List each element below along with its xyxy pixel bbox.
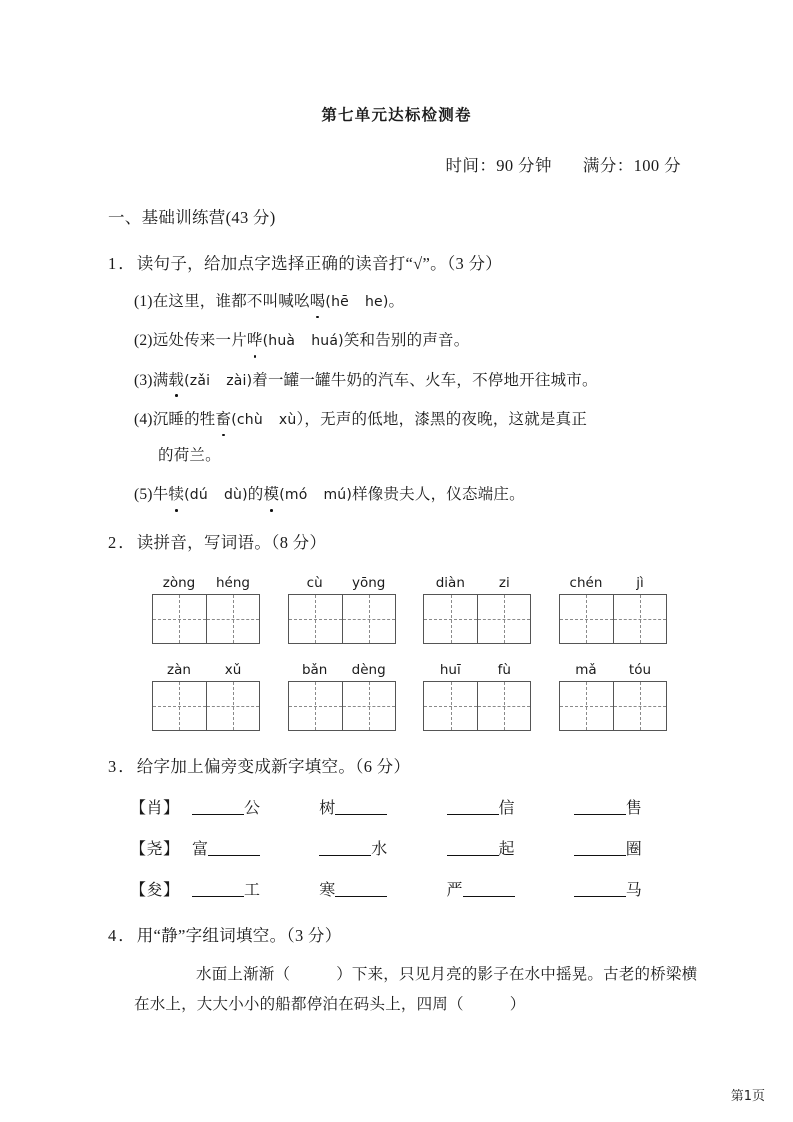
item-label: (5) bbox=[134, 486, 153, 504]
cell-suffix: 圈 bbox=[625, 840, 642, 858]
grid-cell[interactable] bbox=[153, 682, 206, 730]
emphasized-char: 哗 bbox=[247, 329, 263, 352]
answer-blank[interactable] bbox=[447, 840, 499, 856]
item-label: (3) bbox=[134, 371, 153, 389]
paragraph-part-2: ）下来，只见月亮的影子在水中摇晃。古 bbox=[336, 965, 619, 983]
cell-prefix: 树 bbox=[319, 799, 336, 817]
radical-cell bbox=[574, 795, 701, 818]
radical-row-1 bbox=[108, 795, 701, 818]
pinyin-syllable: chén bbox=[569, 574, 603, 591]
item-text-before: 满 bbox=[152, 371, 169, 389]
paragraph-part-4: ） bbox=[509, 995, 526, 1013]
answer-blank[interactable] bbox=[319, 840, 371, 856]
answer-blank[interactable] bbox=[574, 881, 626, 897]
item-label: (2) bbox=[134, 332, 153, 350]
radical-cell bbox=[192, 795, 319, 818]
writing-grid[interactable] bbox=[559, 681, 667, 731]
question-1-item-2 bbox=[108, 329, 701, 352]
cell-suffix: 售 bbox=[625, 799, 642, 817]
grid-cell[interactable] bbox=[613, 682, 666, 730]
pinyin-label bbox=[423, 662, 535, 678]
pinyin-grid-group bbox=[288, 662, 400, 731]
grid-cell[interactable] bbox=[477, 595, 530, 643]
question-3-number: 3． bbox=[108, 756, 137, 776]
radical-row-2 bbox=[108, 836, 701, 859]
emphasized-char: 犊 bbox=[168, 483, 184, 506]
pinyin-label bbox=[559, 662, 671, 678]
writing-grid[interactable] bbox=[423, 681, 531, 731]
emphasized-char-2: 模 bbox=[263, 483, 279, 506]
section-heading: 一、基础训练营(43 分) bbox=[108, 208, 276, 227]
radical-cells bbox=[192, 795, 701, 818]
answer-blank[interactable] bbox=[335, 799, 387, 815]
pinyin-syllable: zòng bbox=[162, 574, 196, 591]
pinyin-option-b[interactable]: zài bbox=[226, 372, 247, 389]
pinyin-grid-group bbox=[423, 662, 535, 731]
grid-cell[interactable] bbox=[424, 595, 477, 643]
item-text-middle: 的 bbox=[247, 486, 264, 504]
answer-blank[interactable] bbox=[447, 799, 499, 815]
radical-cells bbox=[192, 836, 701, 859]
radical-cell bbox=[574, 877, 701, 900]
answer-blank[interactable] bbox=[208, 840, 260, 856]
question-4-number: 4． bbox=[108, 925, 137, 945]
radical-cell bbox=[574, 836, 701, 859]
question-1-item-3 bbox=[108, 369, 701, 392]
answer-blank[interactable] bbox=[574, 840, 626, 856]
pinyin-grid-group bbox=[152, 662, 264, 731]
pinyin-options: (zǎi zài) bbox=[184, 372, 253, 389]
cell-prefix: 富 bbox=[192, 840, 209, 858]
pinyin-grid-group bbox=[559, 662, 671, 731]
paragraph-part-3: 老的桥梁横在水上，大大小小的船都停泊在码头上，四周（ bbox=[134, 965, 698, 1013]
pinyin-syllable: tóu bbox=[628, 661, 652, 678]
pinyin-option-a[interactable]: dú bbox=[189, 487, 208, 504]
item-label: (1) bbox=[134, 293, 153, 310]
pinyin-syllable: xǔ bbox=[224, 661, 242, 678]
grid-cell[interactable] bbox=[613, 595, 666, 643]
pinyin-syllable: héng bbox=[216, 574, 250, 591]
emphasized-char: 畜 bbox=[216, 408, 232, 431]
radical-row-3 bbox=[108, 877, 701, 900]
item-label: (4) bbox=[134, 410, 153, 428]
question-3-text: 给字加上偏旁变成新字填空。（6 分） bbox=[136, 756, 411, 776]
cell-prefix: 严 bbox=[446, 881, 463, 899]
writing-grid[interactable] bbox=[288, 681, 396, 731]
answer-blank[interactable] bbox=[574, 799, 626, 815]
emphasized-char: 载 bbox=[168, 369, 184, 392]
question-1-item-5 bbox=[108, 483, 701, 506]
question-2-text: 读拼音，写词语。（8 分） bbox=[136, 532, 327, 552]
pinyin-label bbox=[559, 575, 671, 591]
item-text-after: 着一罐一罐牛奶的汽车、火车，不停地开往城市。 bbox=[252, 371, 598, 389]
pinyin-option-a[interactable]: hē bbox=[331, 294, 349, 310]
writing-grid[interactable] bbox=[288, 594, 396, 644]
radical-cell bbox=[319, 877, 446, 900]
pinyin-option-b[interactable]: dù bbox=[223, 487, 243, 504]
pinyin-grid-group bbox=[288, 575, 400, 644]
writing-grid[interactable] bbox=[423, 594, 531, 644]
answer-blank[interactable] bbox=[335, 881, 387, 897]
pinyin-option-c[interactable]: mó bbox=[284, 487, 308, 504]
pinyin-grid-rows bbox=[108, 575, 701, 731]
radical-cell bbox=[192, 877, 319, 900]
question-2-title bbox=[108, 529, 701, 553]
pinyin-syllable: mǎ bbox=[575, 661, 597, 678]
pinyin-options: (huà huá) bbox=[262, 333, 344, 350]
grid-cell[interactable] bbox=[289, 595, 342, 643]
cell-suffix: 马 bbox=[625, 881, 642, 899]
exam-content bbox=[0, 204, 793, 1020]
writing-grid[interactable] bbox=[152, 594, 260, 644]
cell-suffix: 水 bbox=[371, 840, 388, 858]
pinyin-label bbox=[423, 575, 535, 591]
radical-key: 【夋】 bbox=[130, 881, 180, 899]
page-number: 第1页 bbox=[730, 1089, 765, 1104]
radical-cell bbox=[447, 877, 574, 900]
pinyin-option-b[interactable]: huá bbox=[311, 333, 339, 350]
cell-suffix: 起 bbox=[498, 840, 515, 858]
pinyin-label bbox=[152, 575, 264, 591]
grid-cell[interactable] bbox=[206, 682, 259, 730]
item-continuation-line: 的荷兰。 bbox=[158, 447, 221, 464]
question-1-title bbox=[108, 250, 701, 274]
item-text-after: 。 bbox=[388, 293, 405, 310]
pinyin-option-a[interactable]: chù bbox=[236, 411, 263, 428]
question-1-number: 1． bbox=[108, 254, 137, 273]
exam-meta bbox=[0, 152, 793, 176]
pinyin-option-d[interactable]: mú bbox=[323, 487, 347, 504]
grid-cell[interactable] bbox=[289, 682, 342, 730]
grid-cell[interactable] bbox=[477, 682, 530, 730]
pinyin-label bbox=[288, 662, 400, 678]
pinyin-grid-group bbox=[559, 575, 671, 644]
grid-cell[interactable] bbox=[560, 595, 613, 643]
pinyin-option-b[interactable]: xù bbox=[278, 411, 297, 428]
radical-cell bbox=[447, 795, 574, 818]
pinyin-option-b[interactable]: he bbox=[364, 294, 383, 310]
question-1-text: 读句子，给加点字选择正确的读音打“√”。（3 分） bbox=[136, 254, 503, 273]
pinyin-grid-row-2 bbox=[108, 662, 701, 731]
writing-grid[interactable] bbox=[559, 594, 667, 644]
grid-cell[interactable] bbox=[153, 595, 206, 643]
pinyin-syllable: dèng bbox=[351, 661, 386, 678]
radical-cell bbox=[192, 836, 319, 859]
pinyin-syllable: fù bbox=[497, 661, 511, 678]
radical-cell bbox=[319, 836, 446, 859]
radical-rows bbox=[108, 795, 701, 900]
paragraph-part-1: 水面上渐渐（ bbox=[196, 965, 291, 983]
pinyin-options-2: (mó mú) bbox=[279, 487, 353, 504]
cell-suffix: 信 bbox=[498, 799, 515, 817]
pinyin-syllable: jì bbox=[636, 574, 644, 591]
pinyin-option-a[interactable]: zǎi bbox=[189, 372, 211, 389]
pinyin-label bbox=[288, 575, 400, 591]
pinyin-options: (chù xù bbox=[231, 411, 297, 428]
grid-cell[interactable] bbox=[206, 595, 259, 643]
pinyin-label bbox=[152, 662, 264, 678]
question-2-number: 2． bbox=[108, 532, 137, 552]
item-text-before: 在这里，谁都不叫喊吆 bbox=[152, 293, 310, 310]
cell-prefix: 寒 bbox=[319, 881, 336, 899]
cell-suffix: 公 bbox=[244, 799, 261, 817]
radical-cells bbox=[192, 877, 701, 900]
question-1-item-4 bbox=[108, 408, 701, 468]
item-text-before: 沉睡的牲 bbox=[152, 410, 216, 428]
radical-cell bbox=[447, 836, 574, 859]
page-title: 第七单元达标检测卷 bbox=[321, 106, 472, 124]
question-3-title bbox=[108, 753, 701, 777]
item-text-after: 样像贵夫人，仪态端庄。 bbox=[352, 486, 525, 504]
grid-cell[interactable] bbox=[560, 682, 613, 730]
pinyin-grid-row-1 bbox=[108, 575, 701, 644]
answer-blank[interactable] bbox=[192, 881, 244, 897]
pinyin-options: (dú dù) bbox=[184, 487, 248, 504]
question-4-title bbox=[108, 922, 701, 946]
question-1-item-1 bbox=[108, 290, 701, 313]
grid-cell[interactable] bbox=[424, 682, 477, 730]
item-text-before: 牛 bbox=[152, 486, 169, 504]
pinyin-syllable: huī bbox=[439, 661, 461, 678]
radical-cell bbox=[319, 795, 446, 818]
pinyin-grid-group bbox=[423, 575, 535, 644]
answer-blank[interactable] bbox=[192, 799, 244, 815]
answer-blank[interactable] bbox=[463, 881, 515, 897]
question-4-text: 用“静”字组词填空。（3 分） bbox=[136, 925, 342, 945]
grid-cell[interactable] bbox=[342, 682, 395, 730]
pinyin-syllable: cù bbox=[306, 574, 323, 591]
question-4-paragraph bbox=[108, 960, 701, 1020]
item-text-after: ），无声的低地，漆黑的夜晚，这就是真正 bbox=[296, 410, 588, 428]
pinyin-syllable: yōng bbox=[351, 574, 386, 591]
pinyin-syllable: diàn bbox=[435, 574, 465, 591]
item-text-before: 远处传来一片 bbox=[152, 332, 247, 350]
radical-key: 【肖】 bbox=[130, 799, 180, 817]
pinyin-syllable: zàn bbox=[167, 661, 191, 678]
pinyin-options: (hē he) bbox=[325, 294, 389, 310]
writing-grid[interactable] bbox=[152, 681, 260, 731]
item-text-after: 笑和告别的声音。 bbox=[343, 332, 470, 350]
grid-cell[interactable] bbox=[342, 595, 395, 643]
cell-suffix: 工 bbox=[244, 881, 261, 899]
emphasized-char: 喝 bbox=[310, 290, 326, 313]
time-label: 时间：90 分钟 bbox=[445, 156, 552, 175]
radical-key: 【尧】 bbox=[130, 840, 180, 858]
pinyin-syllable: bǎn bbox=[301, 661, 328, 678]
score-label: 满分：100 分 bbox=[582, 156, 681, 175]
pinyin-option-a[interactable]: huà bbox=[268, 333, 296, 350]
pinyin-grid-group bbox=[152, 575, 264, 644]
pinyin-syllable: zi bbox=[498, 574, 510, 591]
